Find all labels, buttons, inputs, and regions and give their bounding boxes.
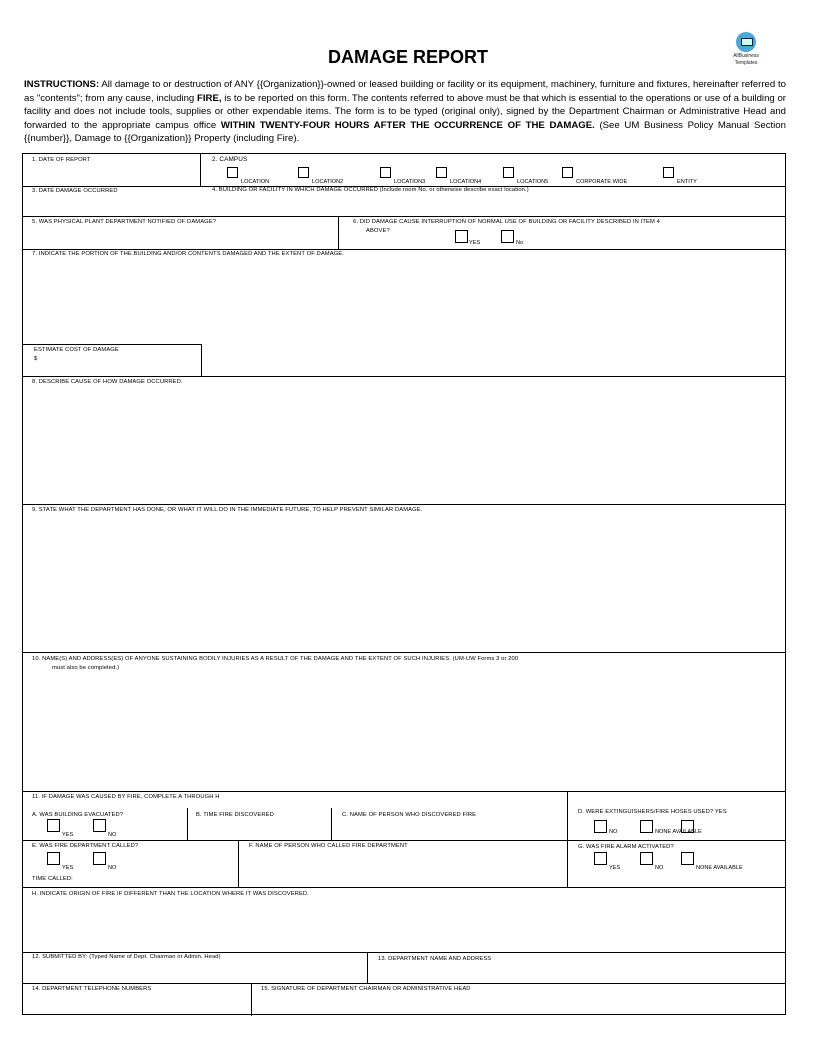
campus-location-label: LOCATION: [241, 179, 270, 185]
field-e-fire-department-called: E. WAS FIRE DEPARTMENT CALLED?: [32, 843, 139, 849]
instructions-text-3: (See UM Business Policy Manual Section {{number}}, Damage to {{Organization}} Property (including Fire).: [24, 119, 786, 145]
field-d-no-label: NO: [609, 829, 618, 835]
campus-location5-checkbox[interactable]: [503, 167, 514, 178]
field-g-yes-label: YES: [609, 865, 621, 871]
field-11-fire-header: 11. IF DAMAGE WAS CAUSED BY FIRE, COMPLETE A THROUGH H: [32, 794, 220, 800]
campus-location3-label: LOCATION3: [394, 179, 426, 185]
field-e-yes-checkbox[interactable]: [47, 852, 60, 865]
field-13-department-name-address: 13. DEPARTMENT NAME AND ADDRESS: [378, 956, 492, 962]
field-2-campus: 2. CAMPUS: [212, 156, 248, 163]
field-g-yes-checkbox[interactable]: [594, 852, 607, 865]
field-e-no-label: NO: [108, 865, 117, 871]
campus-corporate-wide-checkbox[interactable]: [562, 167, 573, 178]
campus-location2-label: LOCATION2: [312, 179, 344, 185]
field-10-injuries-line1: 10. NAME(S) AND ADDRESS(ES) OF ANYONE SUSTAINING BODILY INJURIES AS A RESULT OF THE DAMAGE AND THE EXTENT OF SUCH INJURIES. (UM-UW Forms 3 or 200: [32, 656, 519, 662]
field-12-submitted-by: 12. SUBMITTED BY: (Typed Name of Dept. Chairman or Admin. Head): [32, 954, 221, 960]
field-e-yes-label: YES: [62, 865, 74, 871]
campus-location-checkbox[interactable]: [227, 167, 238, 178]
field-a-no-checkbox[interactable]: [93, 819, 106, 832]
field-6-yes-checkbox[interactable]: [455, 230, 468, 243]
campus-location5-label: LOCATION5: [517, 179, 549, 185]
field-g-no-checkbox[interactable]: [640, 852, 653, 865]
logo-text-line1: AllBusiness: [733, 53, 759, 59]
field-g-none-available-checkbox[interactable]: [681, 852, 694, 865]
campus-location2-checkbox[interactable]: [298, 167, 309, 178]
field-a-building-evacuated: A. WAS BUILDING EVACUATED?: [32, 812, 124, 818]
page-title: DAMAGE REPORT: [327, 47, 488, 67]
field-14-department-telephone: 14. DEPARTMENT TELEPHONE NUMBERS: [32, 986, 152, 992]
instructions-text-2: is to be reported on this form. The contents referred to above must be that which is essential to the operations or use of a building or facility and does not include tools, supplies or other expendable items. The form is to be typed (original only), signed by the Department Chairman or Administrative Head and forwarded to the appropriate campus office: [24, 92, 786, 131]
field-6-yes-label: YES: [469, 240, 481, 246]
field-6-no-label: No: [516, 240, 524, 246]
field-8-cause-of-damage: 8. DESCRIBE CAUSE OF HOW DAMAGE OCCURRED.: [32, 379, 183, 385]
field-h-origin-of-fire: H. INDICATE ORIGIN OF FIRE IF DIFFERENT THAN THE LOCATION WHERE IT WAS DISCOVERED.: [32, 891, 309, 897]
field-b-time-fire-discovered: B. TIME FIRE DISCOVERED: [196, 812, 274, 818]
instructions-deadline: WITHIN TWENTY-FOUR HOURS AFTER THE OCCURRENCE OF THE DAMAGE.: [220, 119, 595, 131]
campus-entity-checkbox[interactable]: [663, 167, 674, 178]
instructions-text-1: All damage to or destruction of ANY {{Organization}}-owned or leased building or facility or its equipment, machinery, furniture and fixtures, hereinafter referred to as "contents"; from any cause, including: [24, 79, 786, 104]
field-6-interruption-line1: 6. DID DAMAGE CAUSE INTERRUPTION OF NORMAL USE OF BUILDING OR FACILITY DESCRIBED IN ITEM 4: [353, 219, 660, 225]
campus-corporate-wide-label: CORPORATE WIDE: [576, 179, 628, 185]
damage-report-form: [22, 153, 786, 1015]
field-d-yes-checkbox[interactable]: [594, 820, 607, 833]
field-a-no-label: NO: [108, 832, 117, 838]
field-a-yes-checkbox[interactable]: [47, 819, 60, 832]
field-3-date-damage-occurred: 3. DATE DAMAGE OCCURRED: [32, 188, 118, 194]
estimate-cost-label: ESTIMATE COST OF DAMAGE: [34, 347, 119, 353]
instructions: [24, 78, 786, 146]
field-10-injuries-line2: must also be completed.): [52, 665, 120, 671]
company-logo: [720, 32, 772, 66]
laptop-icon: [736, 32, 756, 52]
field-1-date-of-report: 1. DATE OF REPORT: [32, 157, 91, 163]
logo-text-line2: Templates: [734, 60, 758, 66]
field-e-no-checkbox[interactable]: [93, 852, 106, 865]
instructions-fire: FIRE,: [197, 92, 222, 104]
field-g-none-available-label: NONE AVAILABLE: [696, 865, 743, 871]
field-e-time-called: TIME CALLED:: [32, 876, 73, 882]
field-f-person-called-fire-department: F. NAME OF PERSON WHO CALLED FIRE DEPARTMENT: [249, 843, 408, 849]
field-4-building-facility: 4. BUILDING OR FACILITY IN WHICH DAMAGE OCCURRED (Include room No. or otherwise describe exact location.): [212, 187, 529, 193]
field-15-signature: 15. SIGNATURE OF DEPARTMENT CHAIRMAN OR ADMINISTRATIVE HEAD: [261, 986, 471, 992]
field-d-none-available-label: NONE AVAILABLE: [655, 829, 702, 835]
campus-entity-label: ENTITY: [677, 179, 697, 185]
field-6-interruption-line2: ABOVE?: [366, 228, 390, 234]
field-d-no-checkbox[interactable]: [640, 820, 653, 833]
field-d-extinguishers-used: D. WERE EXTINGUISHERS/FIRE HOSES USED? YES: [578, 809, 727, 815]
field-a-yes-label: YES: [62, 832, 74, 838]
estimate-cost-currency: $: [34, 356, 38, 362]
field-6-no-checkbox[interactable]: [501, 230, 514, 243]
field-c-person-discovered-fire: C. NAME OF PERSON WHO DISCOVERED FIRE: [342, 812, 477, 818]
instructions-lead: INSTRUCTIONS:: [24, 79, 100, 90]
campus-location4-checkbox[interactable]: [436, 167, 447, 178]
field-g-no-label: NO: [655, 865, 664, 871]
campus-location3-checkbox[interactable]: [380, 167, 391, 178]
field-9-prevention-actions: 9. STATE WHAT THE DEPARTMENT HAS DONE, OR WHAT IT WILL DO IN THE IMMEDIATE FUTURE, TO HELP PREVENT SIMILAR DAMAGE.: [32, 507, 423, 513]
field-7-portion-damaged: 7. INDICATE THE PORTION OF THE BUILDING AND/OR CONTENTS DAMAGED AND THE EXTENT OF DAMAGE.: [32, 251, 344, 257]
field-5-physical-plant-notified: 5. WAS PHYSICAL PLANT DEPARTMENT NOTIFIED OF DAMAGE?: [32, 219, 217, 225]
field-g-fire-alarm-activated: G. WAS FIRE ALARM ACTIVATED?: [578, 844, 674, 850]
campus-location4-label: LOCATION4: [450, 179, 482, 185]
